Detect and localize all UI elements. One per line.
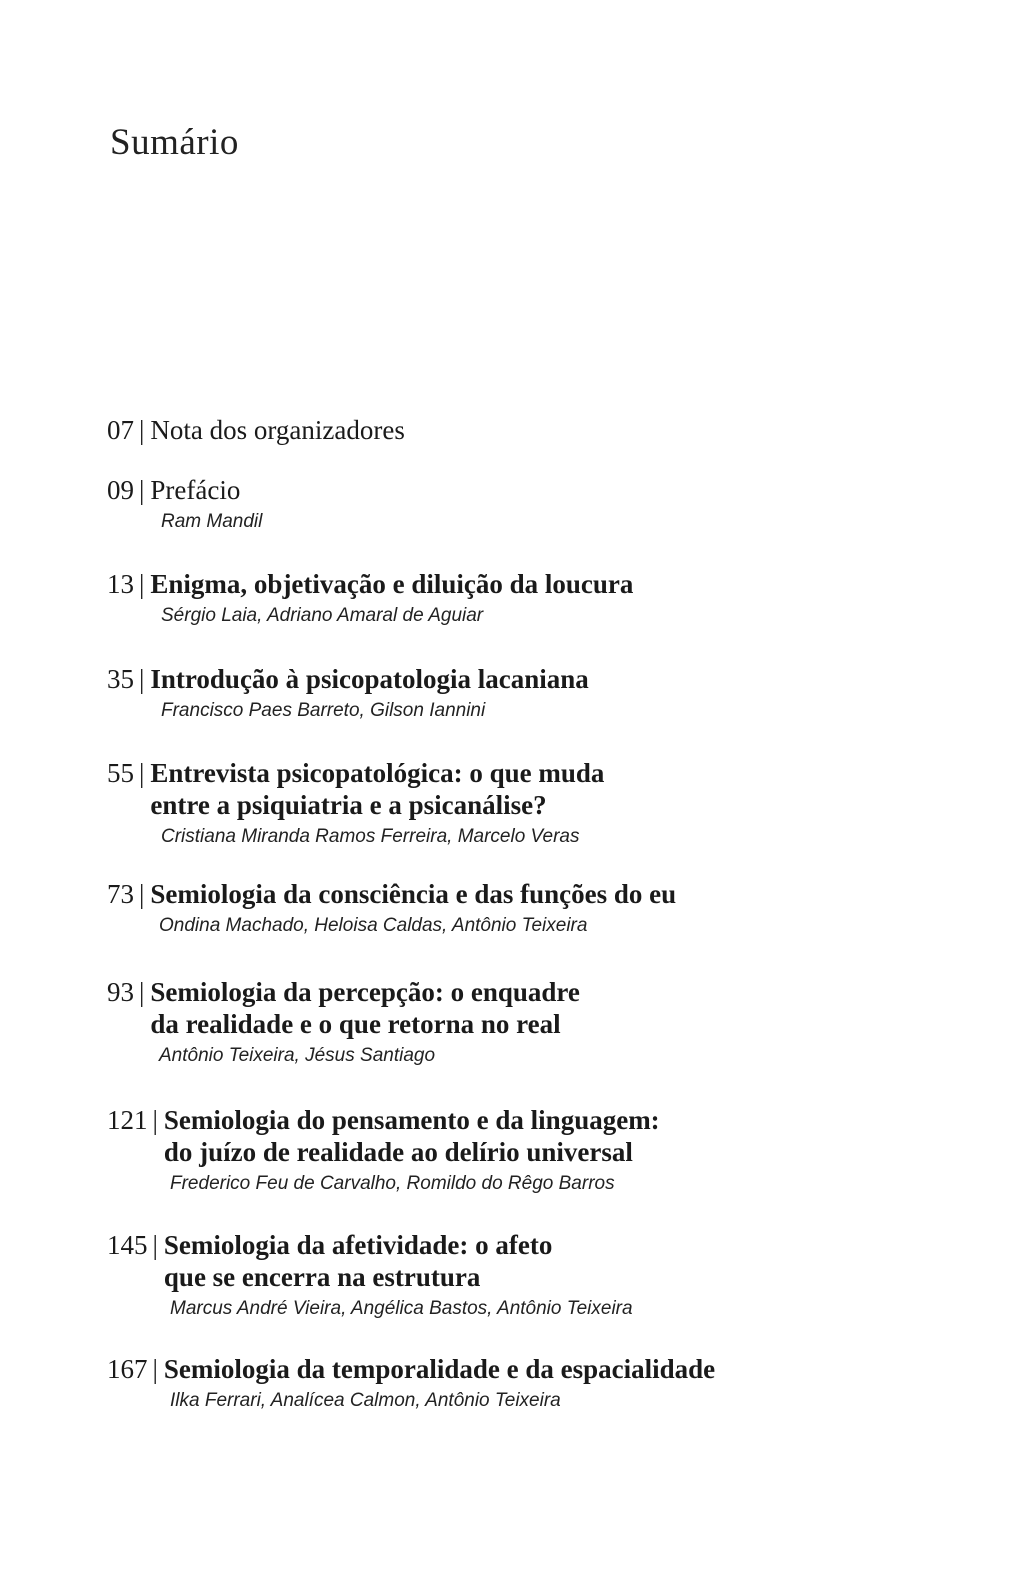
- entry-authors: Antônio Teixeira, Jésus Santiago: [159, 1045, 436, 1066]
- entry-page-number: 73: [107, 879, 134, 909]
- entry-page-number: 55: [107, 758, 134, 788]
- entry-separator: |: [139, 879, 145, 909]
- entry-separator: |: [152, 1230, 158, 1260]
- entry-title: Introdução à psicopatologia lacaniana: [150, 664, 589, 694]
- entry-authors: Marcus André Vieira, Angélica Bastos, Antônio Teixeira: [170, 1298, 633, 1319]
- page-title: Sumário: [110, 121, 239, 163]
- toc-entry: [107, 568, 927, 628]
- entry-title: Semiologia da temporalidade e da espacialidade: [163, 1354, 716, 1384]
- toc-entry: [107, 663, 927, 723]
- toc-entry: [107, 1104, 927, 1196]
- entry-separator: |: [139, 475, 145, 505]
- entry-page-number: 07: [107, 415, 134, 445]
- entry-separator: |: [139, 569, 145, 599]
- entry-authors: Cristiana Miranda Ramos Ferreira, Marcelo Veras: [161, 826, 580, 847]
- entry-title: Entrevista psicopatológica: o que muda entre a psiquiatria e a psicanálise?: [150, 758, 605, 820]
- entry-title: Semiologia do pensamento e da linguagem: do juízo de realidade ao delírio universal: [163, 1105, 660, 1167]
- entry-separator: |: [152, 1105, 158, 1135]
- entry-authors: Francisco Paes Barreto, Gilson Iannini: [161, 700, 486, 721]
- toc-entry: [107, 878, 927, 938]
- entry-title: Prefácio: [150, 475, 241, 505]
- entry-authors: Ram Mandil: [161, 511, 263, 532]
- entry-separator: |: [139, 758, 145, 788]
- entry-title: Semiologia da percepção: o enquadre da realidade e o que retorna no real: [150, 977, 580, 1039]
- entry-authors: Sérgio Laia, Adriano Amaral de Aguiar: [161, 605, 484, 626]
- entry-separator: |: [139, 664, 145, 694]
- entry-page-number: 93: [107, 977, 134, 1007]
- entry-title: Semiologia da afetividade: o afeto que se encerra na estrutura: [163, 1230, 553, 1292]
- toc-entry: [107, 976, 927, 1068]
- entry-authors: Frederico Feu de Carvalho, Romildo do Rêgo Barros: [170, 1173, 615, 1194]
- entry-page-number: 121: [107, 1105, 148, 1135]
- toc-entry: [107, 757, 927, 849]
- entry-page-number: 09: [107, 475, 134, 505]
- entry-page-number: 35: [107, 664, 134, 694]
- toc-entry: [107, 474, 927, 534]
- toc-entry: [107, 1229, 927, 1321]
- entry-title: Enigma, objetivação e diluição da loucura: [150, 569, 634, 599]
- entry-authors: Ondina Machado, Heloisa Caldas, Antônio Teixeira: [159, 915, 588, 936]
- entry-title: Semiologia da consciência e das funções do eu: [150, 879, 677, 909]
- entry-page-number: 145: [107, 1230, 148, 1260]
- entry-separator: |: [139, 415, 145, 445]
- toc-entry: [107, 1353, 927, 1413]
- entry-separator: |: [139, 977, 145, 1007]
- entry-page-number: 167: [107, 1354, 148, 1384]
- toc-entry: [107, 414, 927, 446]
- entry-page-number: 13: [107, 569, 134, 599]
- entry-separator: |: [152, 1354, 158, 1384]
- entry-title: Nota dos organizadores: [150, 415, 405, 445]
- entry-authors: Ilka Ferrari, Analícea Calmon, Antônio Teixeira: [170, 1390, 561, 1411]
